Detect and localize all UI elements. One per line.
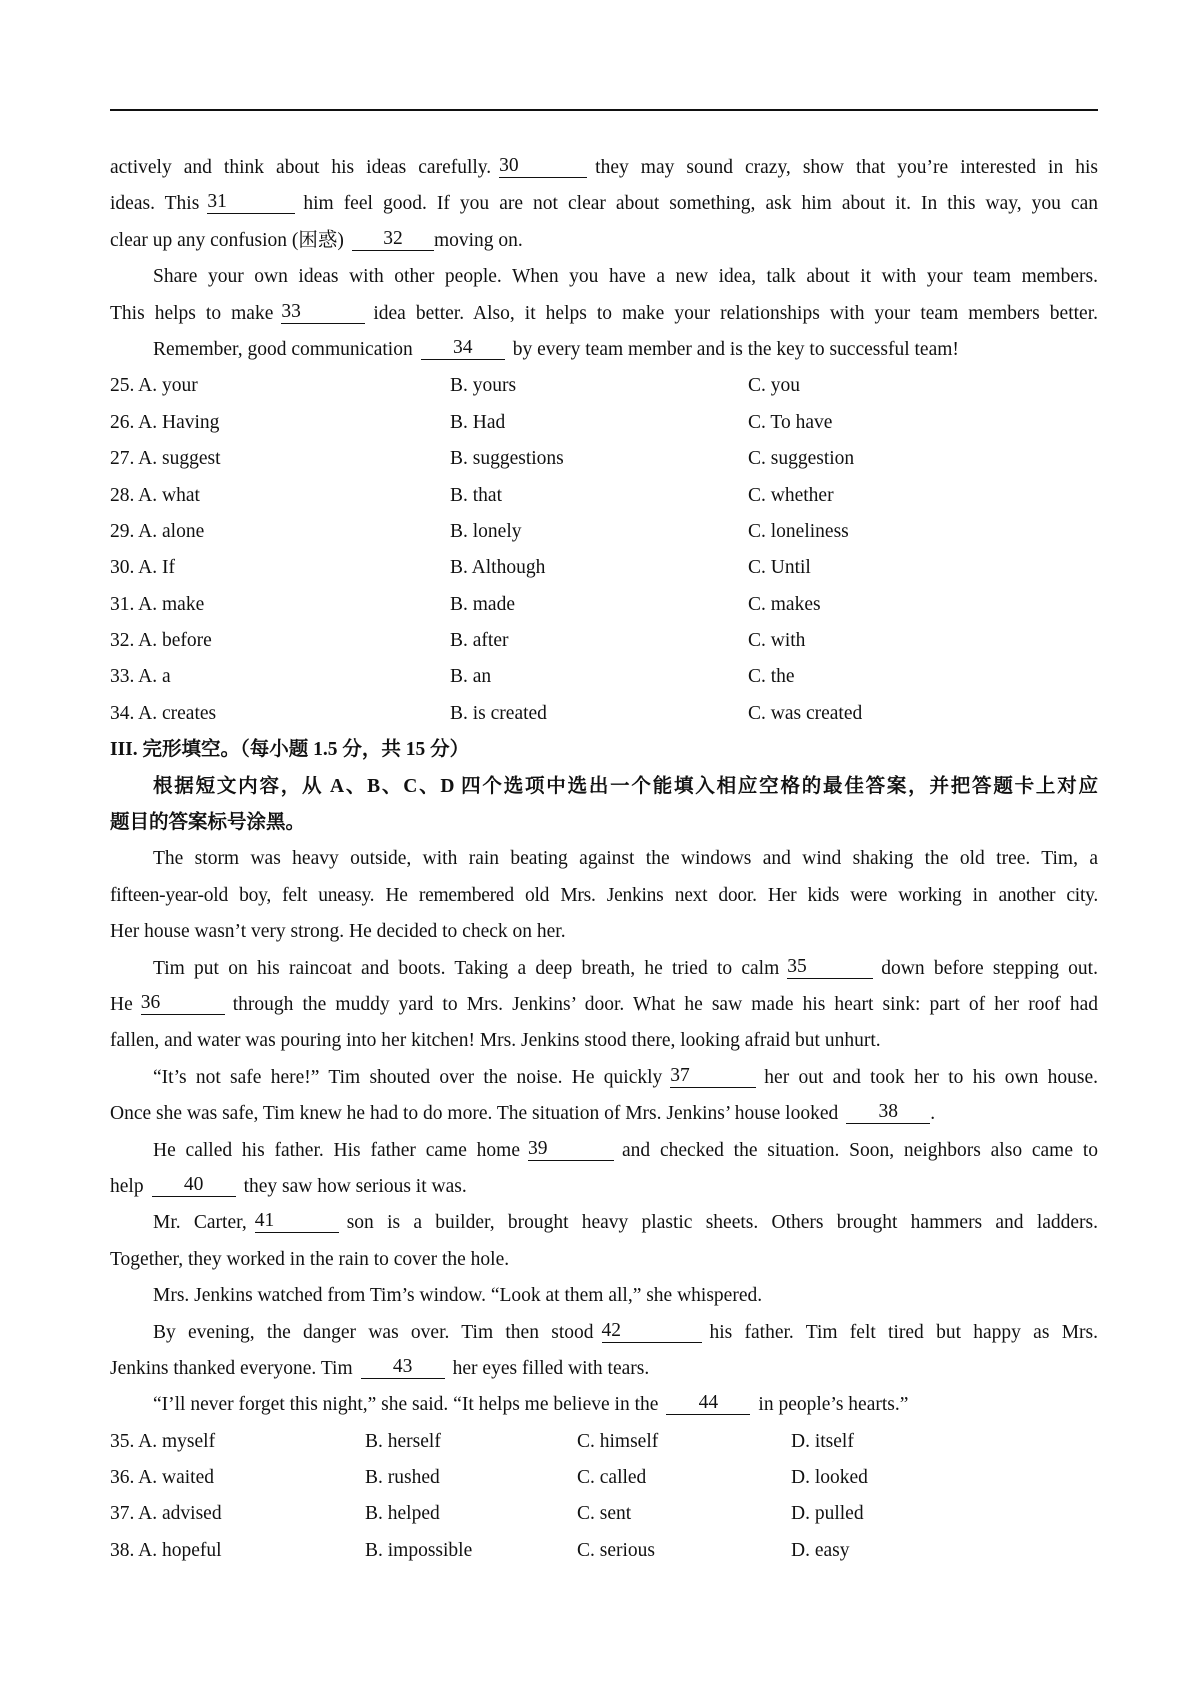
blank-36: 36 [141, 992, 225, 1015]
question-row [110, 1460, 1098, 1496]
question-number-option: 33. A. a [110, 666, 171, 688]
question-number-option: 31. A. make [110, 593, 205, 615]
question-row [110, 478, 1098, 514]
answer-option: B. an [450, 666, 492, 688]
blank-30: 30 [499, 155, 587, 178]
text: He [110, 993, 133, 1015]
text: idea better. Also, it helps to make your relationships with your team members better. [373, 302, 1098, 324]
text: him feel good. If you are not clear about something, ask him about it. In this way, you can [303, 193, 1098, 215]
answer-option: C. Until [748, 557, 811, 579]
passage-line: Together, they worked in the rain to cover the hole. [110, 1248, 510, 1270]
text: moving on. [433, 229, 523, 251]
text: through the muddy yard to Mrs. Jenkins’ door. What he saw made his heart sink: part of her roof had [232, 993, 1098, 1015]
text: her out and took her to his own house. [764, 1066, 1098, 1088]
answer-option: C. with [748, 630, 806, 652]
passage-line [110, 332, 1098, 368]
answer-option: C. himself [577, 1430, 659, 1452]
question-number-option: 25. A. your [110, 375, 198, 397]
answer-option: D. easy [791, 1539, 850, 1561]
answer-option: C. sent [577, 1503, 632, 1525]
text: Once she was safe, Tim knew he had to do more. The situation of Mrs. Jenkins’ house looked [110, 1103, 839, 1125]
question-number-option: 34. A. creates [110, 702, 217, 724]
passage-line [110, 1060, 1098, 1096]
answer-option: B. yours [450, 375, 517, 397]
answer-option: D. pulled [791, 1503, 864, 1525]
passage-line: Share your own ideas with other people. When you have a new idea, talk about it with your team members. [153, 266, 1098, 288]
question-number-option: 26. A. Having [110, 411, 220, 433]
section-title: III. 完形填空。（每小题 1.5 分，共 15 分） [110, 739, 470, 761]
text: This helps to make [110, 302, 274, 324]
passage-line [110, 1205, 1098, 1241]
text: they may sound crazy, show that you’re interested in his [595, 157, 1098, 178]
exam-content [110, 150, 1098, 1569]
header-rule [110, 109, 1098, 111]
answer-option: C. called [577, 1467, 647, 1489]
text: and checked the situation. Soon, neighbors also came to [622, 1139, 1098, 1161]
passage-line [110, 1169, 1098, 1205]
text: Remember, good communication [153, 338, 413, 360]
passage-line [110, 987, 1098, 1023]
question-number-option: 32. A. before [110, 630, 212, 652]
question-row [110, 550, 1098, 586]
question-number-option: 37. A. advised [110, 1503, 222, 1525]
blank-38: 38 [846, 1101, 930, 1124]
passage-line [110, 186, 1098, 222]
blank-42: 42 [602, 1320, 702, 1343]
passage-line: The storm was heavy outside, with rain beating against the windows and wind shaking the old tree. Tim, a [153, 848, 1098, 870]
question-row [110, 368, 1098, 404]
answer-option: B. Although [450, 557, 546, 579]
question-row [110, 1496, 1098, 1532]
blank-43: 43 [361, 1356, 445, 1379]
blank-35: 35 [787, 956, 873, 979]
blank-37: 37 [670, 1065, 756, 1088]
answer-option: C. whether [748, 484, 834, 506]
text: He called his father. His father came home [153, 1139, 521, 1161]
question-number-option: 30. A. If [110, 557, 175, 579]
text: they saw how serious it was. [243, 1175, 467, 1197]
answer-option: C. serious [577, 1539, 655, 1561]
blank-41: 41 [255, 1210, 339, 1233]
blank-32: 32 [352, 228, 434, 251]
text: . [930, 1103, 936, 1125]
passage-line [110, 150, 1098, 186]
passage-line: Her house wasn’t very strong. He decided to check on her. [110, 921, 566, 943]
passage-line: fallen, and water was pouring into her kitchen! Mrs. Jenkins stood there, looking afraid but unhurt. [110, 1030, 881, 1052]
text: “I’ll never forget this night,” she said. “It helps me believe in the [153, 1394, 659, 1416]
answer-option: B. rushed [365, 1467, 440, 1489]
blank-39: 39 [528, 1138, 614, 1161]
passage-line [110, 223, 1098, 259]
question-number-option: 38. A. hopeful [110, 1539, 222, 1561]
text: “It’s not safe here!” Tim shouted over the noise. He quickly [153, 1066, 663, 1088]
question-row [110, 623, 1098, 659]
passage-line [110, 1351, 1098, 1387]
answer-option: C. the [748, 666, 795, 688]
passage-line: fifteen-year-old boy, felt uneasy. He remembered old Mrs. Jenkins next door. Her kids were working in another city. [110, 884, 1098, 906]
text: Jenkins thanked everyone. Tim [110, 1357, 353, 1379]
text: clear up any confusion (困惑) [110, 229, 344, 251]
answer-option: C. To have [748, 411, 833, 433]
answer-option: C. loneliness [748, 520, 849, 542]
blank-44: 44 [666, 1392, 750, 1415]
answer-option: C. suggestion [748, 448, 855, 470]
question-list [110, 368, 1098, 732]
text: Tim put on his raincoat and boots. Taking a deep breath, he tried to calm [153, 957, 780, 979]
answer-option: C. was created [748, 702, 863, 724]
passage-line: Mrs. Jenkins watched from Tim’s window. “Look at them all,” she whispered. [153, 1285, 763, 1307]
question-number-option: 29. A. alone [110, 520, 205, 542]
section-instructions: 根据短文内容，从 A、B、C、D 四个选项中选出一个能填入相应空格的最佳答案，并把答题卡上对应 [153, 775, 1098, 797]
question-list [110, 1424, 1098, 1570]
passage-line [110, 296, 1098, 332]
answer-option: B. suggestions [450, 448, 564, 470]
passage-line [110, 1096, 1098, 1132]
question-number-option: 35. A. myself [110, 1430, 216, 1452]
section-instructions: 题目的答案标号涂黑。 [110, 812, 306, 834]
question-number-option: 36. A. waited [110, 1467, 214, 1489]
question-number-option: 27. A. suggest [110, 448, 221, 470]
question-number-option: 28. A. what [110, 484, 200, 506]
answer-option: C. you [748, 375, 801, 397]
passage-line [110, 1387, 1098, 1423]
passage-line [110, 1315, 1098, 1351]
question-row [110, 441, 1098, 477]
passage-line [110, 951, 1098, 987]
question-row [110, 405, 1098, 441]
answer-option: D. looked [791, 1467, 868, 1489]
question-row [110, 659, 1098, 695]
passage-line [110, 1133, 1098, 1169]
text: his father. Tim felt tired but happy as Mrs. [709, 1321, 1098, 1343]
question-row [110, 696, 1098, 732]
answer-option: B. after [450, 630, 509, 652]
text: by every team member and is the key to successful team! [512, 338, 959, 360]
answer-option: B. helped [365, 1503, 440, 1525]
text: actively and think about his ideas carefully. [110, 157, 492, 178]
answer-option: B. is created [450, 702, 547, 724]
answer-option: C. makes [748, 593, 821, 615]
blank-40: 40 [152, 1174, 236, 1197]
question-row [110, 1533, 1098, 1569]
answer-option: B. impossible [365, 1539, 473, 1561]
blank-34: 34 [421, 337, 505, 360]
answer-option: B. made [450, 593, 515, 615]
question-row [110, 587, 1098, 623]
answer-option: B. lonely [450, 520, 522, 542]
answer-option: B. Had [450, 411, 506, 433]
question-row [110, 1424, 1098, 1460]
text: in people’s hearts.” [758, 1394, 909, 1416]
answer-option: B. that [450, 484, 502, 506]
text: By evening, the danger was over. Tim then stood [153, 1321, 594, 1343]
text: her eyes filled with tears. [452, 1357, 650, 1379]
blank-31: 31 [207, 191, 295, 214]
answer-option: B. herself [365, 1430, 441, 1452]
blank-33: 33 [281, 301, 365, 324]
text: ideas. This [110, 193, 200, 215]
question-row [110, 514, 1098, 550]
text: down before stepping out. [881, 957, 1098, 979]
text: help [110, 1175, 144, 1197]
text: son is a builder, brought heavy plastic sheets. Others brought hammers and ladders. [346, 1212, 1099, 1234]
text: Mr. Carter, [153, 1212, 247, 1234]
answer-option: D. itself [791, 1430, 854, 1452]
